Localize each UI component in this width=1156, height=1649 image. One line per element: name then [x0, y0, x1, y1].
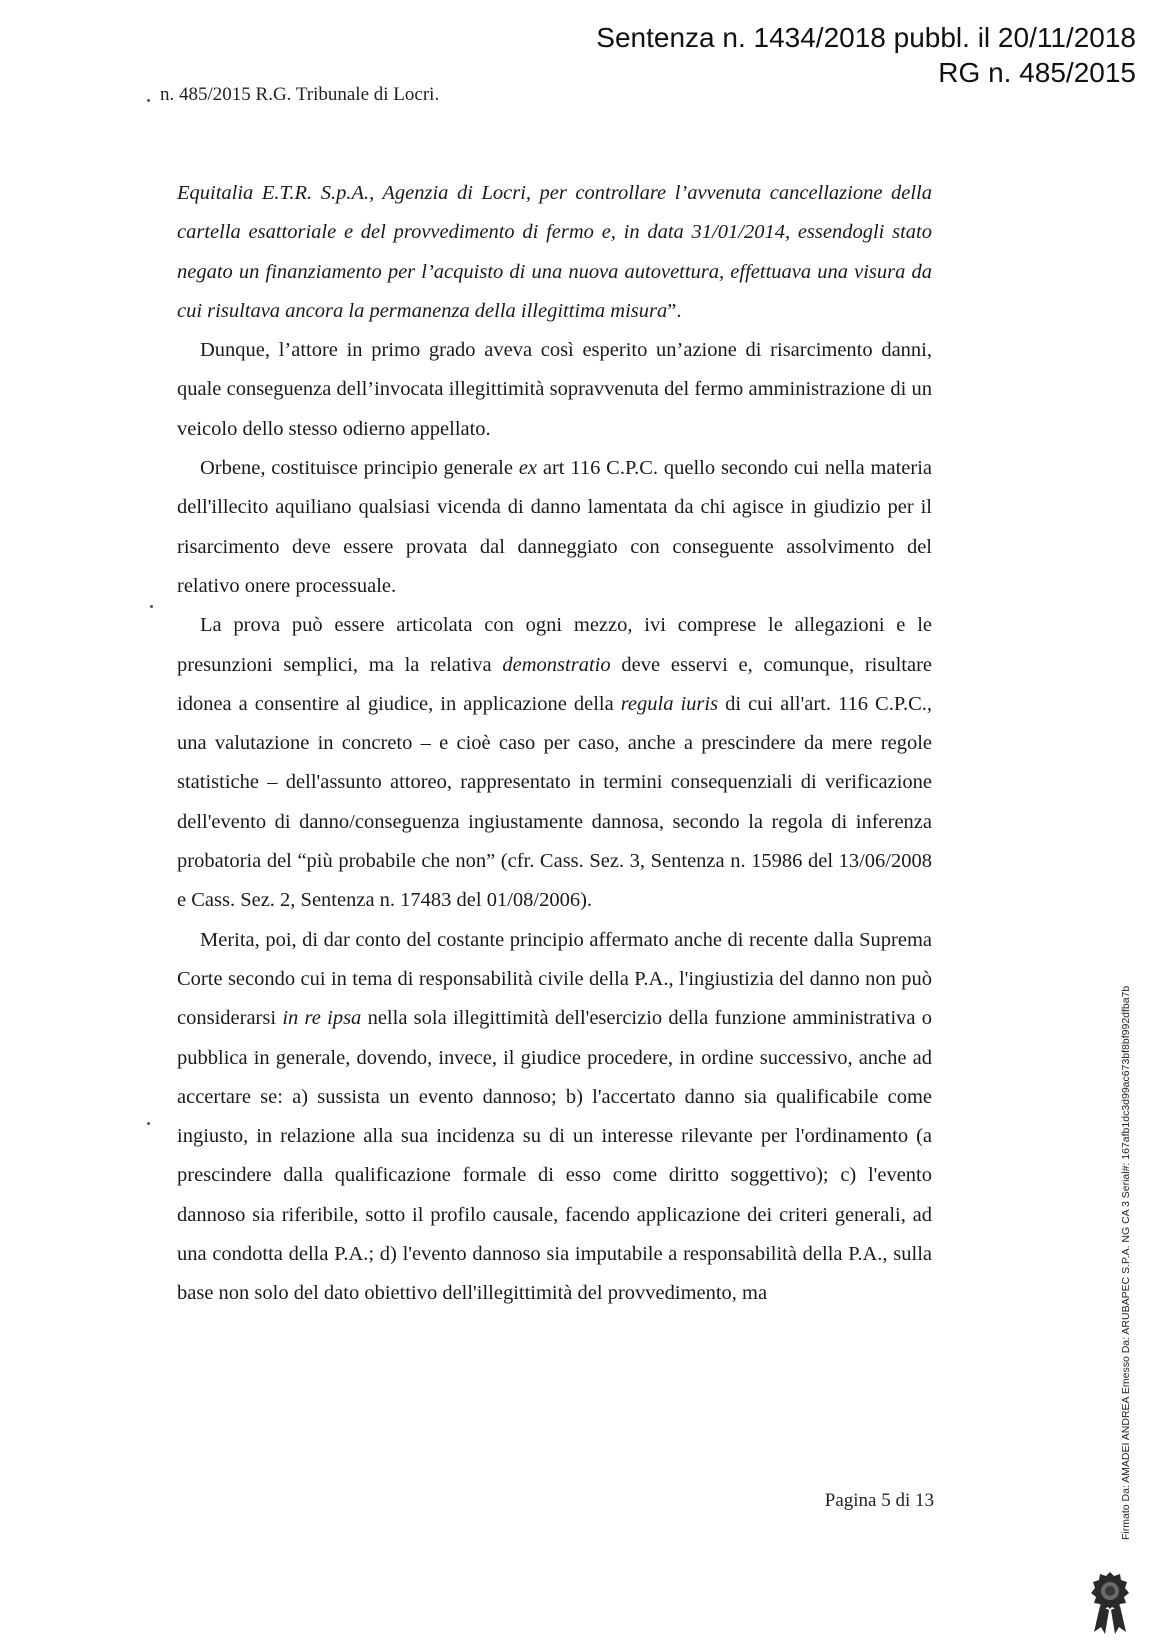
paragraph-quote: [177, 174, 932, 331]
p3-text-a: Orbene, costituisce principio generale: [200, 457, 519, 480]
scan-speck: [147, 1122, 150, 1125]
p5-text-b: nella sola illegittimità dell'esercizio della funzione amministrativa o pubblica in generale, dovendo, invece, il giudice procedere, in ordine successivo, anche ad accertare se: a) sussista un evento dannoso; b) l'accertato danno sia qualificabile come ingiusto, in relazione alla sua incidenza su di un interesse rilevante per l'ordinamento (a prescindere dalla qualificazione formale di esso come diritto soggettivo); c) l'evento dannoso sia riferibile, sotto il profilo causale, facendo applicazione dei criteri generali, ad una condotta della P.A.; d) l'evento dannoso sia imputabile a responsabilità della P.A., sulla base non solo del dato obiettivo dell'illegittimità del provvedimento, ma: [177, 1007, 933, 1305]
header-case-reference: n. 485/2015 R.G. Tribunale di Locri.: [160, 84, 440, 105]
page-number: Pagina 5 di 13: [824, 1490, 934, 1511]
paragraph-5: [177, 921, 932, 1314]
ribbon-seal-icon: [1088, 1570, 1132, 1636]
quote-text: Equitalia E.T.R. S.p.A., Agenzia di Locri, per controllare l’avvenuta cancellazione della cartella esattoriale e del provvedimento di fermo e, in data 31/01/2014, essendogli stato negato un finanziamento per l’acquisto di una nuova autovettura, effettuava una visura da cui risultava ancora la permanenza della illegittima misura: [177, 182, 932, 322]
sentence-stamp: [596, 20, 1136, 90]
paragraph-4: [177, 606, 932, 920]
p4-demonstratio: demonstratio: [502, 653, 611, 676]
scan-speck: [150, 605, 153, 608]
stamp-sentence-number: Sentenza n. 1434/2018 pubbl. il 20/11/2018: [596, 22, 1136, 53]
p4-text-a: La prova può essere articolata con ogni mezzo, ivi comprese le allegazioni e le presunzioni semplici, ma la relativa: [177, 614, 932, 676]
p3-ex: ex: [518, 457, 538, 480]
paragraph-2: Dunque, l’attore in primo grado aveva così esperito un’azione di risarcimento danni, quale conseguenza dell’invocata illegittimità sopravvenuta del fermo amministrazione di un veicolo dello stesso odierno appellato.: [177, 339, 932, 440]
scan-speck: [147, 99, 150, 102]
quote-close: ”.: [667, 299, 682, 322]
p5-text-a: Merita, poi, di dar conto del costante principio affermato anche di recente dalla Suprema Corte secondo cui in tema di responsabilità civile della P.A., l'ingiustizia del danno non può considerarsi: [177, 928, 932, 1030]
p3-text-b: art 116 C.P.C. quello secondo cui nella materia dell'illecito aquiliano qualsiasi vicenda di danno lamentata da chi agisce in giudizio per il risarcimento deve essere provata dal danneggiato con conseguente assolvimento del relativo onere processuale.: [177, 457, 932, 597]
stamp-rg-number: RG n. 485/2015: [938, 57, 1136, 88]
paragraph-3: [177, 449, 932, 606]
document-body: [177, 174, 932, 1314]
p4-regula-iuris: regula iuris: [620, 692, 719, 715]
digital-signature-text: Firmato Da: AMADEI ANDREA Emesso Da: ARUBAPEC S.P.A. NG CA 3 Serial#: 167afb1dc3d99ac673bf8bf992dfba7b: [1120, 985, 1132, 1540]
p4-text-b: deve esservi e, comunque, risultare idonea a consentire al giudice, in applicazione della: [177, 653, 933, 715]
p5-in-re-ipsa: in re ipsa: [282, 1007, 362, 1030]
p4-text-c: di cui all'art. 116 C.P.C., una valutazione in concreto – e cioè caso per caso, anche a prescindere da mere regole statistiche – dell'assunto attoreo, rappresentato in termini consequenziali di verificazione dell'evento di danno/conseguenza ingiustamente dannosa, secondo la regola di inferenza probatoria del “più probabile che non” (cfr. Cass. Sez. 3, Sentenza n. 15986 del 13/06/2008 e Cass. Sez. 2, Sentenza n. 17483 del 01/08/2006).: [177, 692, 933, 912]
